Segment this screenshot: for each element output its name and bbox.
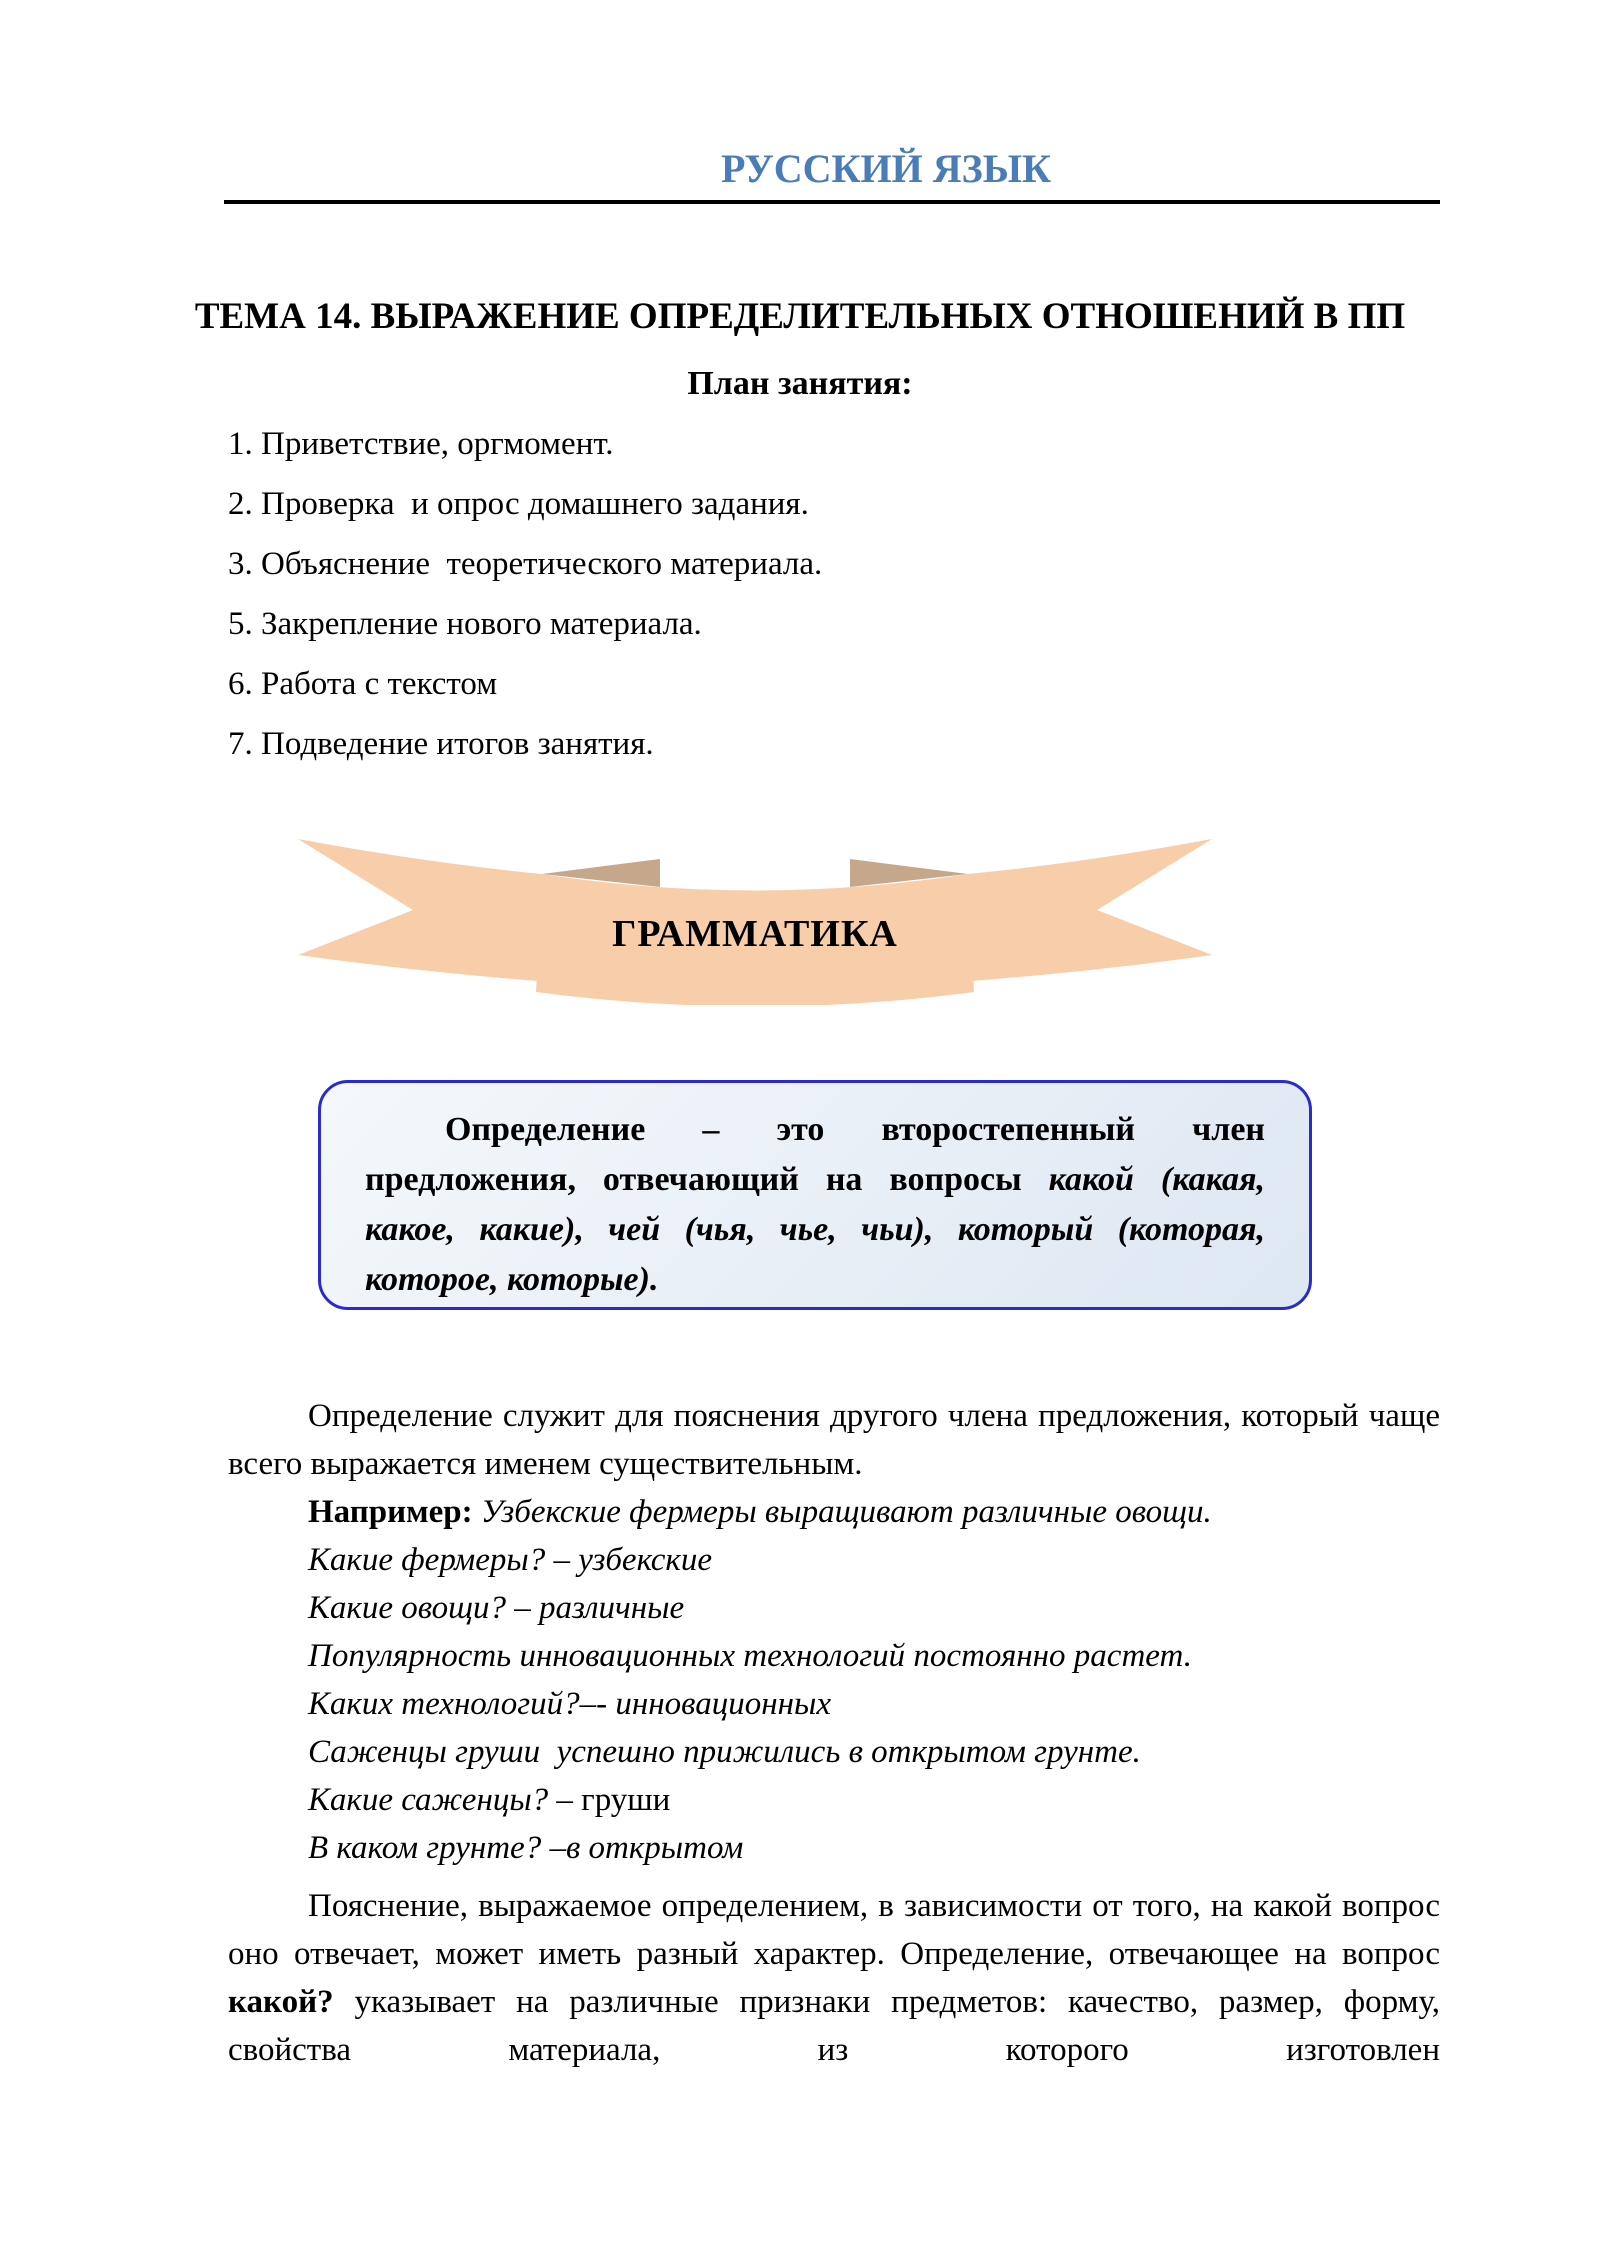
plan-item: 6. Работа с текстом bbox=[228, 666, 498, 702]
page-header-title: РУССКИЙ ЯЗЫК bbox=[720, 146, 1052, 191]
plan-item: 3. Объяснение теоретического материала. bbox=[228, 546, 823, 582]
example-line bbox=[228, 1680, 1440, 1728]
grammar-ribbon bbox=[298, 839, 1212, 1005]
plan-item: 7. Подведение итогов занятия. bbox=[228, 726, 654, 762]
example-line bbox=[228, 1776, 1440, 1824]
paragraph-definition-role: Определение служит для пояснения другого члена предложения, который чаще всего выражается именем существительным. bbox=[228, 1398, 1440, 1482]
paragraph-text: указывает на различные признаки предметов: качество, размер, форму, свойства материала, из которого изготовлен bbox=[228, 1984, 1440, 2068]
ribbon-right-tail bbox=[968, 839, 1212, 981]
header-rule bbox=[224, 200, 1440, 204]
example-line bbox=[228, 1632, 1440, 1680]
definition-terms: какой (какая, какое, какие), чей (чья, чье, чьи), который (которая, которое, которые). bbox=[365, 1161, 1265, 1298]
example-answer: груши bbox=[581, 1782, 671, 1818]
definition-text bbox=[365, 1105, 1265, 1305]
example-line bbox=[228, 1584, 1440, 1632]
highlighted-question-word: какой? bbox=[228, 1984, 334, 2020]
example-question: Какие фермеры? – узбекские bbox=[308, 1542, 712, 1578]
plan-item: 5. Закрепление нового материала. bbox=[228, 606, 702, 642]
example-line bbox=[228, 1824, 1440, 1872]
example-label: Например: bbox=[308, 1494, 481, 1530]
plan-item: 1. Приветствие, оргмомент. bbox=[228, 426, 614, 462]
plan-heading: План занятия: bbox=[687, 365, 913, 402]
example-question: Каких технологий?–- инновационных bbox=[308, 1686, 831, 1722]
example-intro-line bbox=[228, 1488, 1440, 1536]
ribbon-left-tail bbox=[298, 839, 542, 981]
example-sentence: Саженцы груши успешно прижились в открытом грунте. bbox=[308, 1734, 1141, 1770]
lesson-title: ТЕМА 14. ВЫРАЖЕНИЕ ОПРЕДЕЛИТЕЛЬНЫХ ОТНОШЕНИЙ В ПП bbox=[194, 296, 1406, 337]
example-sentence: Популярность инновационных технологий постоянно растет. bbox=[308, 1638, 1192, 1674]
example-line bbox=[228, 1536, 1440, 1584]
ribbon-label: ГРАММАТИКА bbox=[612, 913, 898, 955]
paragraph-text: Пояснение, выражаемое определением, в зависимости от того, на какой вопрос оно отвечает, может иметь разный характер. Определение, отвечающее на вопрос bbox=[228, 1888, 1440, 1972]
example-question: В каком грунте? –в открытом bbox=[308, 1830, 744, 1866]
definition-box bbox=[318, 1080, 1312, 1310]
example-question: Какие саженцы? – bbox=[308, 1782, 582, 1818]
example-question: Какие овощи? – различные bbox=[308, 1590, 685, 1626]
paragraph-question-types bbox=[228, 1882, 1440, 2074]
definition-lead: Определение – это второстепенный член предложения, отвечающий на вопросы bbox=[365, 1111, 1265, 1198]
example-line bbox=[228, 1728, 1440, 1776]
plan-item: 2. Проверка и опрос домашнего задания. bbox=[228, 486, 809, 522]
example-sentence: Узбекские фермеры выращивают различные овощи. bbox=[480, 1494, 1212, 1530]
plan-list bbox=[228, 420, 1440, 768]
